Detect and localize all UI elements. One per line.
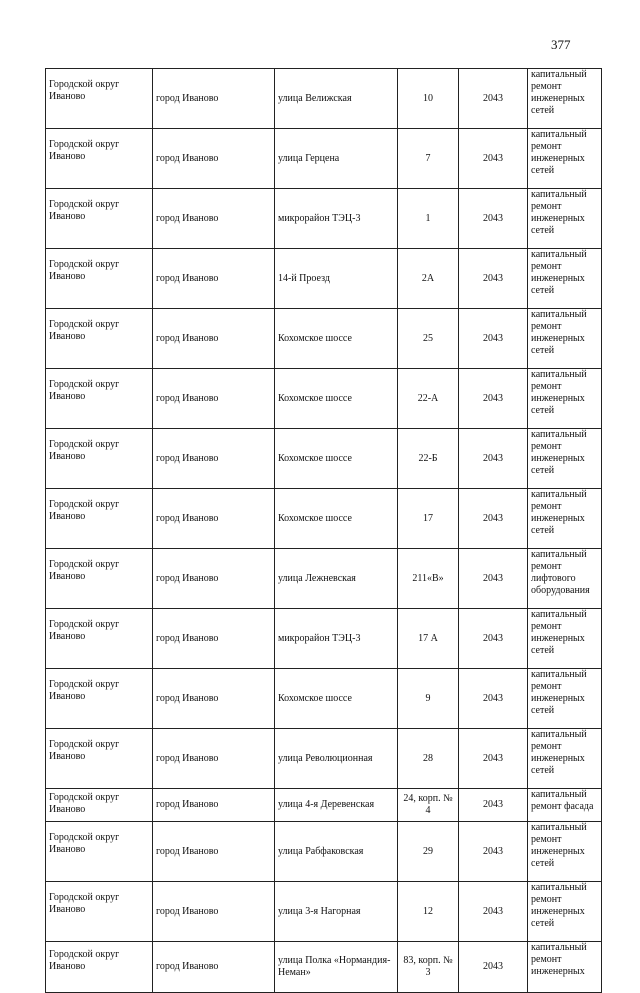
- city-cell: город Иваново: [153, 549, 275, 609]
- house-cell: 9: [398, 669, 459, 729]
- table-row: [46, 489, 602, 549]
- table-row: [46, 249, 602, 309]
- year-cell: 2043: [459, 789, 528, 822]
- house-cell: 24, корп. № 4: [398, 789, 459, 822]
- street-cell: улица Революционная: [275, 729, 398, 789]
- year-cell: 2043: [459, 729, 528, 789]
- table-row: [46, 669, 602, 729]
- table-row: [46, 609, 602, 669]
- year-cell: 2043: [459, 249, 528, 309]
- city-cell: город Иваново: [153, 69, 275, 129]
- year-cell: 2043: [459, 942, 528, 993]
- table-row: [46, 129, 602, 189]
- city-cell: город Иваново: [153, 249, 275, 309]
- okrug-cell: Городской округ Иваново: [46, 369, 153, 429]
- house-cell: 17: [398, 489, 459, 549]
- okrug-cell: Городской округ Иваново: [46, 249, 153, 309]
- city-cell: город Иваново: [153, 942, 275, 993]
- city-cell: город Иваново: [153, 309, 275, 369]
- street-cell: улица 4-я Деревенская: [275, 789, 398, 822]
- okrug-cell: Городской округ Иваново: [46, 549, 153, 609]
- year-cell: 2043: [459, 189, 528, 249]
- table-row: [46, 882, 602, 942]
- table-row: [46, 69, 602, 129]
- work-type-cell: капитальный ремонт инженерных сетей: [528, 729, 602, 789]
- work-type-cell: капитальный ремонт инженерных сетей: [528, 309, 602, 369]
- year-cell: 2043: [459, 669, 528, 729]
- house-cell: 28: [398, 729, 459, 789]
- street-cell: 14-й Проезд: [275, 249, 398, 309]
- okrug-cell: Городской округ Иваново: [46, 789, 153, 822]
- street-cell: микрорайон ТЭЦ-3: [275, 189, 398, 249]
- okrug-cell: Городской округ Иваново: [46, 489, 153, 549]
- okrug-cell: Городской округ Иваново: [46, 822, 153, 882]
- work-type-cell: капитальный ремонт инженерных сетей: [528, 369, 602, 429]
- year-cell: 2043: [459, 129, 528, 189]
- okrug-cell: Городской округ Иваново: [46, 429, 153, 489]
- street-cell: Кохомское шоссе: [275, 369, 398, 429]
- street-cell: Кохомское шоссе: [275, 309, 398, 369]
- okrug-cell: Городской округ Иваново: [46, 942, 153, 993]
- city-cell: город Иваново: [153, 429, 275, 489]
- street-cell: улица Рабфаковская: [275, 822, 398, 882]
- street-cell: Кохомское шоссе: [275, 669, 398, 729]
- street-cell: улица Герцена: [275, 129, 398, 189]
- street-cell: Кохомское шоссе: [275, 429, 398, 489]
- work-type-cell: капитальный ремонт инженерных сетей: [528, 882, 602, 942]
- house-cell: 211«В»: [398, 549, 459, 609]
- year-cell: 2043: [459, 882, 528, 942]
- okrug-cell: Городской округ Иваново: [46, 189, 153, 249]
- street-cell: Кохомское шоссе: [275, 489, 398, 549]
- year-cell: 2043: [459, 549, 528, 609]
- table-row: [46, 942, 602, 993]
- year-cell: 2043: [459, 609, 528, 669]
- city-cell: город Иваново: [153, 882, 275, 942]
- street-cell: улица Полка «Нормандия-Неман»: [275, 942, 398, 993]
- year-cell: 2043: [459, 69, 528, 129]
- table-row: [46, 369, 602, 429]
- house-cell: 29: [398, 822, 459, 882]
- house-cell: 12: [398, 882, 459, 942]
- table-row: [46, 429, 602, 489]
- year-cell: 2043: [459, 429, 528, 489]
- year-cell: 2043: [459, 309, 528, 369]
- okrug-cell: Городской округ Иваново: [46, 609, 153, 669]
- table-row: [46, 789, 602, 822]
- city-cell: город Иваново: [153, 129, 275, 189]
- work-type-cell: капитальный ремонт инженерных сетей: [528, 822, 602, 882]
- work-type-cell: капитальный ремонт инженерных сетей: [528, 189, 602, 249]
- house-cell: 22-Б: [398, 429, 459, 489]
- year-cell: 2043: [459, 822, 528, 882]
- okrug-cell: Городской округ Иваново: [46, 129, 153, 189]
- table-row: [46, 729, 602, 789]
- page-number: 377: [551, 37, 571, 52]
- street-cell: улица Лежневская: [275, 549, 398, 609]
- house-cell: 22-А: [398, 369, 459, 429]
- table-row: [46, 549, 602, 609]
- city-cell: город Иваново: [153, 189, 275, 249]
- table-row: [46, 309, 602, 369]
- okrug-cell: Городской округ Иваново: [46, 69, 153, 129]
- city-cell: город Иваново: [153, 822, 275, 882]
- table-row: [46, 189, 602, 249]
- work-type-cell: капитальный ремонт инженерных сетей: [528, 429, 602, 489]
- work-type-cell: капитальный ремонт лифтового оборудования: [528, 549, 602, 609]
- housing-repair-table: [45, 68, 602, 993]
- okrug-cell: Городской округ Иваново: [46, 309, 153, 369]
- house-cell: 17 А: [398, 609, 459, 669]
- okrug-cell: Городской округ Иваново: [46, 882, 153, 942]
- work-type-cell: капитальный ремонт инженерных сетей: [528, 669, 602, 729]
- city-cell: город Иваново: [153, 369, 275, 429]
- city-cell: город Иваново: [153, 669, 275, 729]
- table-row: [46, 822, 602, 882]
- house-cell: 10: [398, 69, 459, 129]
- house-cell: 2А: [398, 249, 459, 309]
- house-cell: 83, корп. № 3: [398, 942, 459, 993]
- work-type-cell: капитальный ремонт инженерных сетей: [528, 129, 602, 189]
- work-type-cell: капитальный ремонт инженерных сетей: [528, 489, 602, 549]
- work-type-cell: капитальный ремонт инженерных сетей: [528, 69, 602, 129]
- okrug-cell: Городской округ Иваново: [46, 669, 153, 729]
- city-cell: город Иваново: [153, 489, 275, 549]
- street-cell: улица 3-я Нагорная: [275, 882, 398, 942]
- house-cell: 7: [398, 129, 459, 189]
- work-type-cell: капитальный ремонт инженерных: [528, 942, 602, 993]
- year-cell: 2043: [459, 489, 528, 549]
- city-cell: город Иваново: [153, 729, 275, 789]
- city-cell: город Иваново: [153, 609, 275, 669]
- street-cell: микрорайон ТЭЦ-3: [275, 609, 398, 669]
- work-type-cell: капитальный ремонт фасада: [528, 789, 602, 822]
- okrug-cell: Городской округ Иваново: [46, 729, 153, 789]
- house-cell: 1: [398, 189, 459, 249]
- work-type-cell: капитальный ремонт инженерных сетей: [528, 249, 602, 309]
- house-cell: 25: [398, 309, 459, 369]
- city-cell: город Иваново: [153, 789, 275, 822]
- year-cell: 2043: [459, 369, 528, 429]
- street-cell: улица Велижская: [275, 69, 398, 129]
- work-type-cell: капитальный ремонт инженерных сетей: [528, 609, 602, 669]
